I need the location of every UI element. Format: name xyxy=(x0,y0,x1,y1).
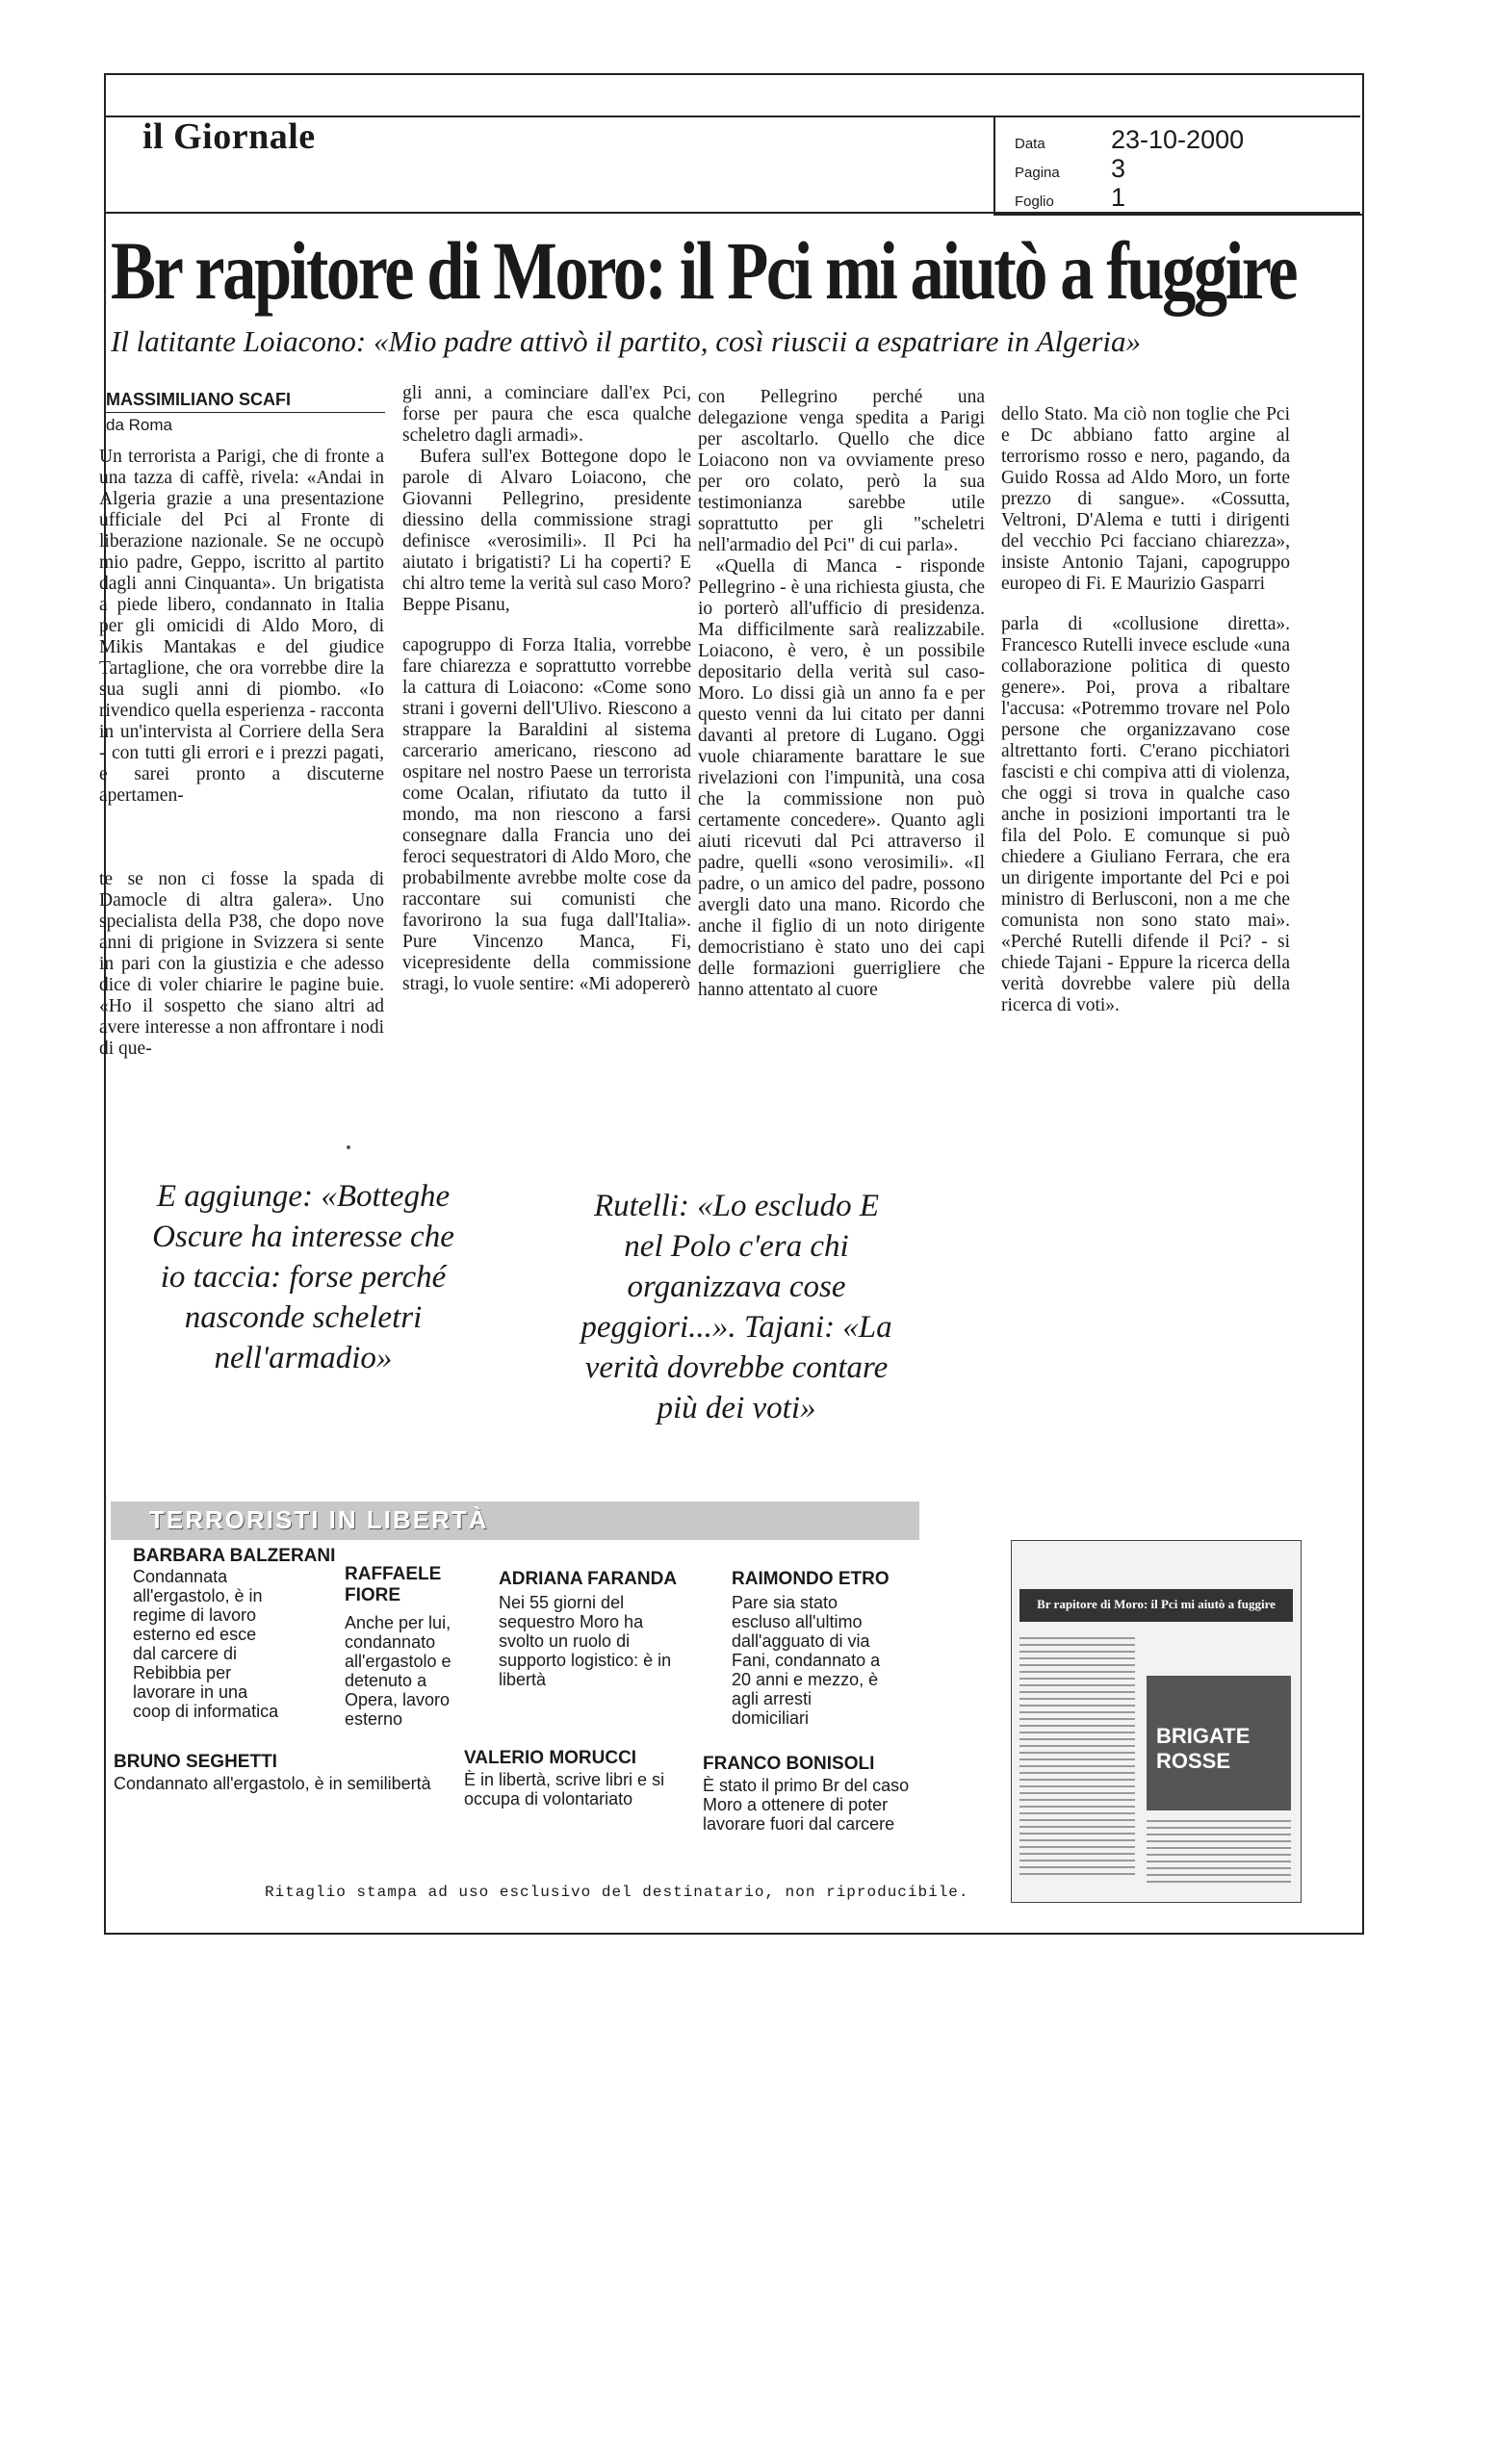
box-entry-name: RAIMONDO ETRO xyxy=(732,1569,890,1589)
article-column-3 xyxy=(698,387,985,1001)
box-title: TERRORISTI IN LIBERTÀ xyxy=(149,1505,489,1534)
byline: MASSIMILIANO SCAFI xyxy=(106,390,291,409)
thumbnail-text-lines xyxy=(1147,1820,1291,1887)
box-entry-name: ADRIANA FARANDA xyxy=(499,1569,678,1589)
box-entry-name: FRANCO BONISOLI xyxy=(703,1754,875,1774)
article-column-2 xyxy=(402,383,691,995)
column-3-paragraph: con Pellegrino perché una delegazione venga spedita a Parigi per ascoltarlo. Quello che dice Loiacono non va ovviamente preso per oro colato, però la sua testimonianza sarebbe utile soprattutto per gli "scheletri nell'armadio del Pci" di cui parla». xyxy=(698,387,985,555)
meta-sheet-value: 1 xyxy=(1111,183,1126,212)
column-2-paragraph: gli anni, a cominciare dall'ex Pci, forse per paura che esca qualche scheletro dagli armadi». xyxy=(402,383,691,446)
byline-rule xyxy=(106,412,385,413)
box-entry-desc: Anche per lui, condannato all'ergastolo e detenuto a Opera, lavoro esterno xyxy=(345,1613,451,1729)
box-entry-name: VALERIO MORUCCI xyxy=(464,1748,637,1768)
box-title-bar xyxy=(111,1502,919,1540)
thumbnail-text-lines xyxy=(1019,1637,1135,1878)
article-column-4 xyxy=(1001,404,1290,1016)
page-thumbnail xyxy=(1011,1540,1302,1903)
meta-sheet-row xyxy=(1015,183,1125,213)
meta-page-row xyxy=(1015,154,1125,184)
box-entry-desc: È in libertà, scrive libri e si occupa di volontariato xyxy=(464,1770,665,1809)
column-4-paragraph: parla di «collusione diretta». Francesco Rutelli invece esclude «una collaborazione politica di questo genere». Poi, prova a ribaltare l'accusa: «Potremmo trovare nel Polo persone che organizzavano cose altrettanto forti. C'erano picchiatori fascisti e chi compiva atti di violenza, che oggi si trova in qualche caso anche in posizioni importanti tra le fila del Polo. E comunque si può chiedere a Giuliano Ferrara, che era un dirigente importante del Pci e poi ministro di Berlusconi, non a me che comunista non sono stato mai». «Perché Rutelli difende il Pci? - si chiede Tajani - Eppure la ricerca della verità dovrebbe valere più della ricerca di voti». xyxy=(1001,614,1290,1015)
column-3-paragraph: «Quella di Manca - risponde Pellegrino - è una richiesta giusta, che io porterò all'ufficio di presidenza. Ma difficilmente sarà realizzabile. Loiacono, è vero, è un possibile depositario della verità sul caso-Moro. Lo dissi già un anno fa e per questo venni da lui citato per danni davanti al pretore di Lugano. Oggi vuole chiaramente barattare le sue rivelazioni con l'impunità, una cosa che la commissione non può certamente concedere». Quanto agli aiuti ricevuti dal Pci attraverso il padre, quelli «sono verosimili». «Il padre, o un amico del padre, possono avergli dato una mano. Ricordo che anche il figlio di un noto dirigente democristiano è stato uno dei capi delle formazioni guerrigliere che hanno attentato al cuore xyxy=(698,556,985,1000)
column-4-paragraph: dello Stato. Ma ciò non toglie che Pci e Dc abbiano fatto argine al terrorismo rosso e nero, pagando, da Guido Rossa ad Aldo Moro, un forte prezzo di sangue». «Cossutta, Veltroni, D'Alema e tutti i dirigenti del vecchio Pci facciano chiarezza», insiste Antonio Tajani, capogruppo europeo di Fi. E Maurizio Gasparri xyxy=(1001,404,1290,594)
box-entry-desc: Pare sia stato escluso all'ultimo dall'agguato di via Fani, condannato a 20 anni e mezzo, è agli arresti domiciliari xyxy=(732,1593,881,1728)
meta-date-label: Data xyxy=(1015,136,1045,152)
masthead: il Giornale xyxy=(142,116,316,157)
meta-box xyxy=(993,117,1362,216)
footer-notice: Ritaglio stampa ad uso esclusivo del destinatario, non riproducibile. xyxy=(265,1884,969,1901)
meta-date-row xyxy=(1015,125,1244,155)
box-entry-desc: È stato il primo Br del caso Moro a ottenere di poter lavorare fuori dal carcere xyxy=(703,1776,910,1834)
clip-rule xyxy=(104,212,1360,214)
box-entry-desc: Condannata all'ergastolo, è in regime di lavoro esterno ed esce dal carcere di Rebibbia per lavorare in una coop di informatica xyxy=(133,1567,279,1721)
meta-date-value: 23-10-2000 xyxy=(1111,125,1245,154)
column-2-paragraph: capogruppo di Forza Italia, vorrebbe fare chiarezza e soprattutto vorrebbe la cattura di Loiacono: «Come sono strani i governi dell'Ulivo. Riescono a strappare la Baraldini al sistema carcerario americano, riescono ad ospitare nel nostro Paese un terrorista come Ocalan, rifiutato da tutto il mondo, ma non riescono a farsi consegnare dalla Francia uno dei feroci sequestratori di Aldo Moro, che probabilmente avrebbe molte cose da raccontare sui comunisti che favorirono la sua fuga dall'Italia». Pure Vincenzo Manca, Fi, vicepresidente della commissione stragi, lo vuole sentire: «Mi adopererò xyxy=(402,635,691,994)
column-2-paragraph: Bufera sull'ex Bottegone dopo le parole di Alvaro Loiacono, che Giovanni Pellegrino, presidente diessino della commissione stragi definisce «verosimili». Il Pci ha aiutato i brigatisti? Li ha coperti? E chi altro teme la verità sul caso Moro? Beppe Pisanu, xyxy=(402,447,691,615)
dateline: da Roma xyxy=(106,416,172,434)
box-entry-name: RAFFAELE FIORE xyxy=(345,1564,442,1605)
column-1b-text: te se non ci fosse la spada di Damocle di altra galera». Uno specialista della P38, che dopo nove anni di prigione in Svizzera si sente in pari con la giustizia e che adesso dice di voler chiarire le pagine buie. «Ho il sospetto che siano altri ad avere interesse a non affrontare i nodi di que- xyxy=(99,869,384,1059)
column-1-text: Un terrorista a Parigi, che di fronte a una tazza di caffè, rivela: «Andai in Algeria grazie a una presentazione ufficiale del Pci al Fronte di liberazione nazionale. Se ne occupò mio padre, Geppo, iscritto al partito dagli anni Cinquanta». Un brigatista a piede libero, condannato in Italia per gli omicidi di Aldo Moro, di Mikis Mantakas e del giudice Tartaglione, che ora vorrebbe dire la sua sugli anni di piombo. «Io rivendico quella esperienza - racconta in un'intervista al Corriere della Sera - con tutti gli errori e i prezzi pagati, e sarei pronto a discuterne apertamen- xyxy=(99,447,384,806)
article-headline: Br rapitore di Moro: il Pci mi aiutò a fuggire xyxy=(111,224,1297,317)
thumbnail-photo-text: BRIGATE ROSSE xyxy=(1156,1724,1251,1773)
article-subhead: Il latitante Loiacono: «Mio padre attivò il partito, così riuscii a espatriare in Algeria» xyxy=(111,324,1142,358)
box-entry-name: BRUNO SEGHETTI xyxy=(114,1752,277,1772)
article-column-1-bottom xyxy=(99,869,384,1060)
box-entry-desc: Condannato all'ergastolo, è in semilibertà xyxy=(114,1774,431,1793)
meta-page-label: Pagina xyxy=(1015,165,1060,181)
pull-quote-2: Rutelli: «Lo escludo E nel Polo c'era chi organizzava cose peggiori...». Tajani: «La verità dovrebbe contare più dei voti» xyxy=(580,1189,892,1425)
thumbnail-headline: Br rapitore di Moro: il Pci mi aiutò a fuggire xyxy=(1037,1597,1276,1611)
article-column-1 xyxy=(99,447,384,807)
box-entry-desc: Nei 55 giorni del sequestro Moro ha svolto un ruolo di supporto logistico: è in libertà xyxy=(499,1593,672,1689)
pull-quote-1: E aggiunge: «Botteghe Oscure ha interesse che io taccia: forse perché nasconde scheletri nell'armadio» xyxy=(152,1179,454,1375)
box-entry-name: BARBARA BALZERANI xyxy=(133,1546,336,1566)
meta-sheet-label: Foglio xyxy=(1015,193,1054,210)
print-speck xyxy=(347,1145,350,1149)
thumbnail-headline-band xyxy=(1019,1589,1293,1622)
meta-page-value: 3 xyxy=(1111,154,1126,183)
